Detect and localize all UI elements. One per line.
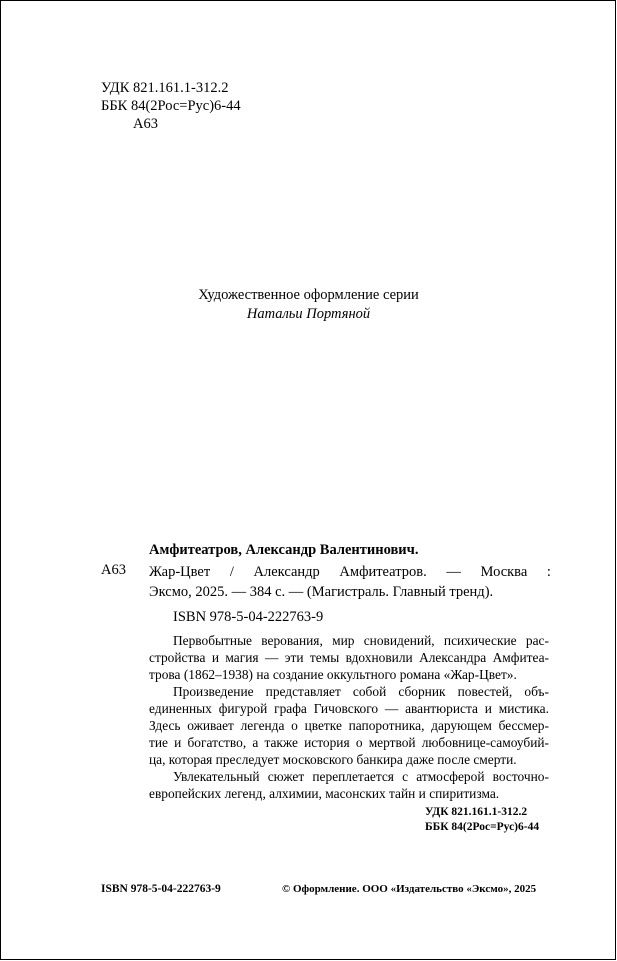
word: : (546, 564, 551, 580)
word: цветке (304, 718, 342, 733)
word: о (291, 718, 298, 733)
word: история (304, 735, 350, 750)
designer-name: Натальи Портяной (246, 306, 371, 322)
word: / (229, 564, 234, 580)
annotation-line (149, 717, 549, 734)
annotation-line (149, 700, 549, 717)
word: Эксмо, 2025. — 384 с. — (Магистраль. Главный тренд). (149, 584, 494, 600)
word: Гичовского (313, 701, 379, 716)
word: и (211, 650, 219, 665)
annotation-line (149, 751, 549, 768)
record-isbn: ISBN 978-5-04-222763-9 (173, 609, 324, 625)
word: мир (332, 633, 355, 648)
word: с (402, 769, 409, 784)
word: эти (284, 650, 304, 665)
word: сновидений, (363, 633, 435, 648)
annotation-line (149, 649, 549, 666)
word: Увлекательный (173, 769, 260, 784)
word: Амфитеа- (492, 650, 549, 665)
annotation-line (149, 666, 549, 683)
word: — (264, 650, 279, 665)
word: Жар-Цвет (149, 564, 211, 580)
annotation-line (149, 768, 549, 785)
word: темы (309, 650, 340, 665)
udk-code: УДК 821.161.1-312.2 (101, 80, 229, 96)
annotation-line (149, 785, 549, 802)
word: графа (274, 701, 307, 716)
annotation-line (149, 734, 549, 751)
word: и (174, 735, 182, 750)
word: дарующем (431, 718, 492, 733)
word: и (484, 701, 492, 716)
word: оживает (187, 718, 234, 733)
record-description-line (149, 562, 551, 582)
word: европейских легенд, алхимии, масонских тайн и спиритизма. (149, 786, 500, 801)
design-credit (0, 286, 617, 324)
word: также (264, 735, 298, 750)
word: психические (443, 633, 517, 648)
word: папоротника, (348, 718, 425, 733)
word: сборник (398, 684, 446, 699)
word: трова (1862–1938) на создание оккультного романа «Жар-Цвет». (149, 667, 517, 682)
annotation-line (149, 683, 549, 700)
word: стройства (149, 650, 206, 665)
word: Москва (480, 564, 528, 580)
word: богатство, (187, 735, 247, 750)
word: Александра (419, 650, 487, 665)
word: о (355, 735, 363, 750)
word: сюжет (267, 769, 305, 784)
word: собой (352, 684, 387, 699)
word: — (384, 701, 399, 716)
word: объ- (524, 684, 549, 699)
word: Амфитеатров. (339, 564, 427, 580)
annotation-codes (425, 805, 539, 835)
word: любовнице-самоубий- (421, 735, 549, 750)
word: бессмер- (498, 718, 549, 733)
footer-copyright: © Оформление. ООО «Издательство «Эксмо», 2025 (282, 883, 537, 895)
record-description-line (149, 582, 551, 602)
word: магия (225, 650, 259, 665)
word: верования, (261, 633, 323, 648)
record-description (149, 562, 551, 602)
record-author-mark: А63 (101, 562, 126, 578)
footer-isbn: ISBN 978-5-04-222763-9 (101, 883, 221, 895)
design-credit-label: Художественное оформление серии (198, 287, 419, 303)
word: восточно- (492, 769, 549, 784)
word: ца, которая преследует московского банкира даже после смерти. (149, 752, 517, 767)
word: Произведение (173, 684, 254, 699)
author-mark: А63 (133, 116, 158, 132)
classification-codes (101, 79, 241, 133)
word: а (252, 735, 259, 750)
annotation-line (149, 632, 549, 649)
word: представляет (265, 684, 341, 699)
word: Первобытные (173, 633, 253, 648)
word: рас- (525, 633, 549, 648)
word: — (446, 564, 461, 580)
record-author: Амфитеатров, Александр Валентинович. (149, 542, 419, 558)
annotation (149, 632, 549, 802)
word: легенда (240, 718, 285, 733)
annotation-bbk: ББК 84(2Рос=Рус)6-44 (425, 821, 540, 833)
word: повестей, (457, 684, 513, 699)
word: вдохновили (345, 650, 413, 665)
word: единенных (149, 701, 212, 716)
annotation-udk: УДК 821.161.1-312.2 (425, 806, 528, 818)
word: мертвой (368, 735, 416, 750)
word: переплетается (312, 769, 394, 784)
word: мистика. (498, 701, 549, 716)
word: авантюриста (405, 701, 478, 716)
word: Александр (253, 564, 320, 580)
word: тие (149, 735, 168, 750)
bbk-code: ББК 84(2Рос=Рус)6-44 (101, 98, 241, 114)
word: Здесь (149, 718, 181, 733)
word: фигурой (218, 701, 268, 716)
word: атмосферой (416, 769, 485, 784)
